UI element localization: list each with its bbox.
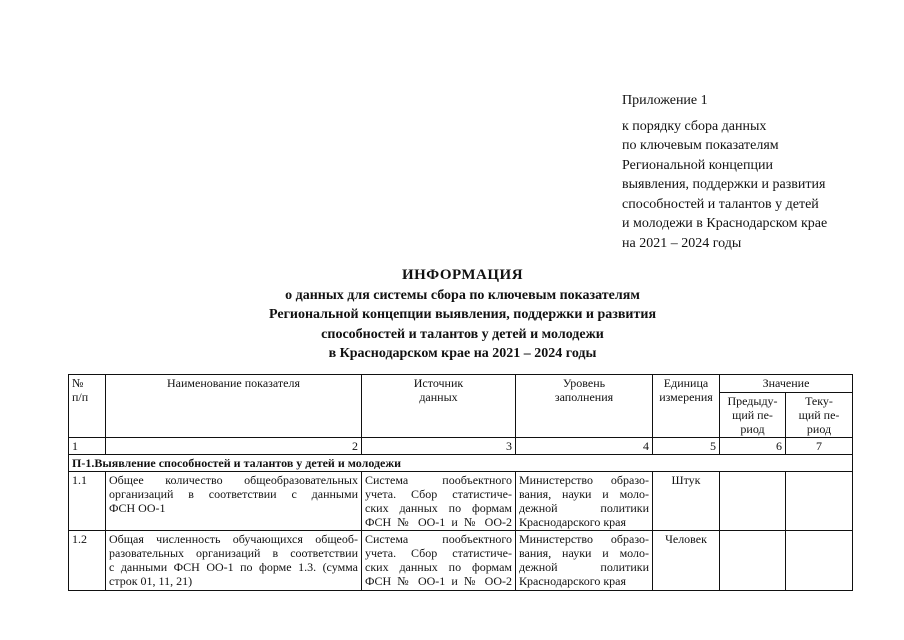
header-unit: Единица измерения: [653, 375, 720, 438]
row-name: Общее количество общеобразовательных организаций в соответствии с данными ФСН ОО-1: [106, 472, 362, 531]
row-level: Министерство образо- вания, науки и моло- дежной политики Краснодарского края: [516, 472, 653, 531]
col-number: 6: [720, 438, 786, 455]
row-num: 1.1: [69, 472, 106, 531]
row-source: Система пообъектного учета. Сбор статистиче- ских данных по формам ФСН № ОО-1 и № ОО-2: [362, 531, 516, 591]
row-curr-value: [786, 531, 853, 591]
appendix-line: по ключевым показателям: [622, 138, 779, 153]
appendix-title: Приложение 1: [622, 93, 708, 108]
col-number: 4: [516, 438, 653, 455]
document-subtitle-line: Региональной концепции выявления, поддержки и развития: [268, 307, 657, 322]
row-unit: Штук: [653, 472, 720, 531]
row-source: Система пообъектного учета. Сбор статистиче- ских данных по формам ФСН № ОО-1 и № ОО-2: [362, 472, 516, 531]
document-title: ИНФОРМАЦИЯ: [401, 267, 524, 283]
col-number: 7: [786, 438, 853, 455]
row-curr-value: [786, 472, 853, 531]
row-level: Министерство образо- вания, науки и моло- дежной политики Краснодарского края: [516, 531, 653, 591]
header-level: Уровень заполнения: [516, 375, 653, 438]
appendix-line: к порядку сбора данных: [622, 118, 767, 134]
indicators-table: [68, 374, 853, 591]
appendix-line: способностей и талантов у детей: [622, 196, 819, 212]
header-source: Источник данных: [362, 375, 516, 438]
col-number: 3: [362, 438, 516, 455]
document-heading: [0, 266, 904, 364]
document-subtitle-line: о данных для системы сбора по ключевым показателям: [285, 287, 640, 303]
table-row: [69, 531, 853, 591]
col-number: 5: [653, 438, 720, 455]
table-row: [69, 472, 853, 531]
section-heading: П-1.Выявление способностей и талантов у детей и молодежи: [69, 455, 853, 472]
row-num: 1.2: [69, 531, 106, 591]
document-subtitle-line: в Краснодарском крае на 2021 – 2024 годы: [328, 346, 597, 361]
appendix-line: Региональной концепции: [622, 157, 773, 173]
appendix-line: и молодежи в Краснодарском крае: [622, 216, 828, 231]
appendix-block: [622, 91, 827, 253]
row-prev-value: [720, 531, 786, 591]
row-unit: Человек: [653, 531, 720, 591]
header-name: Наименование показателя: [106, 375, 362, 438]
header-curr-period: Теку- щий пе- риод: [786, 393, 853, 438]
header-value: Значение: [720, 375, 853, 393]
col-number: 2: [106, 438, 362, 455]
col-number: 1: [69, 438, 106, 455]
header-prev-period: Предыду- щий пе- риод: [720, 393, 786, 438]
row-name: Общая численность обучающихся общеоб- разовательных организаций в соответствии с данными ФСН ОО-1 по форме 1.3. (сумма строк 01, 11, 21): [106, 531, 362, 591]
appendix-line: выявления, поддержки и развития: [622, 177, 826, 192]
document-subtitle-line: способностей и талантов у детей и молодежи: [321, 326, 604, 342]
appendix-line: на 2021 – 2024 годы: [622, 235, 742, 251]
row-prev-value: [720, 472, 786, 531]
header-num: № п/п: [69, 375, 106, 438]
